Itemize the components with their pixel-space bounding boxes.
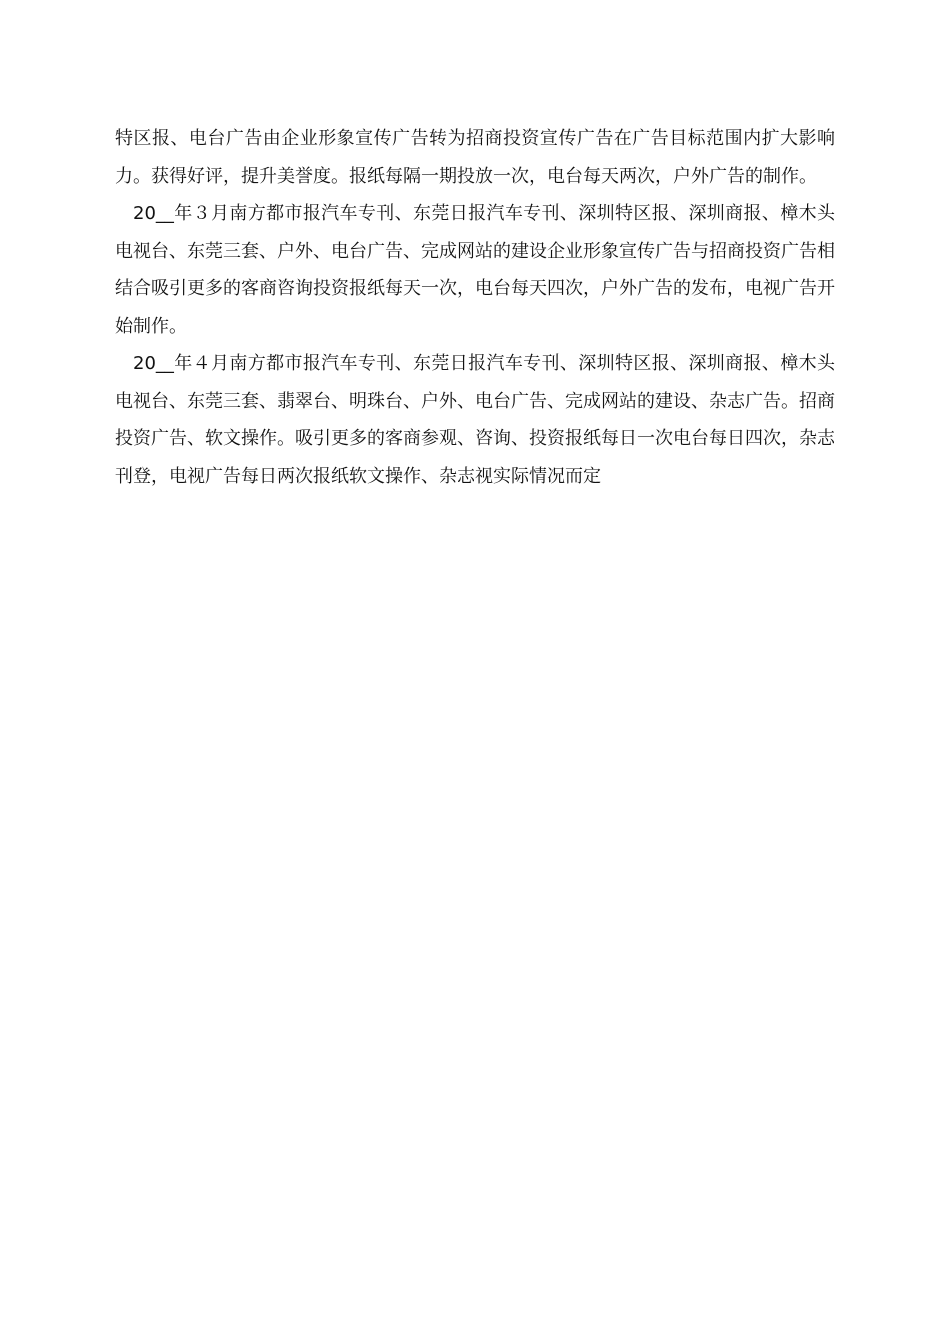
paragraph-march-plan: 20__年３月南方都市报汽车专刊、东莞日报汽车专刊、深圳特区报、深圳商报、樟木头电视台、东莞三套、户外、电台广告、完成网站的建设企业形象宣传广告与招商投资广告相结合吸引更多的客商咨询投资报纸每天一次，电台每天四次，户外广告的发布，电视广告开始制作。 — [115, 203, 835, 337]
paragraph-continuation: 特区报、电台广告由企业形象宣传广告转为招商投资宣传广告在广告目标范围内扩大影响力。获得好评，提升美誉度。报纸每隔一期投放一次，电台每天两次，户外广告的制作。 — [115, 128, 835, 187]
document-body — [115, 120, 835, 495]
paragraph-april-plan: 20__年４月南方都市报汽车专刊、东莞日报汽车专刊、深圳特区报、深圳商报、樟木头电视台、东莞三套、翡翠台、明珠台、户外、电台广告、完成网站的建设、杂志广告。招商投资广告、软文操作。吸引更多的客商参观、咨询、投资报纸每日一次电台每日四次，杂志刊登，电视广告每日两次报纸软文操作、杂志视实际情况而定 — [115, 353, 835, 487]
